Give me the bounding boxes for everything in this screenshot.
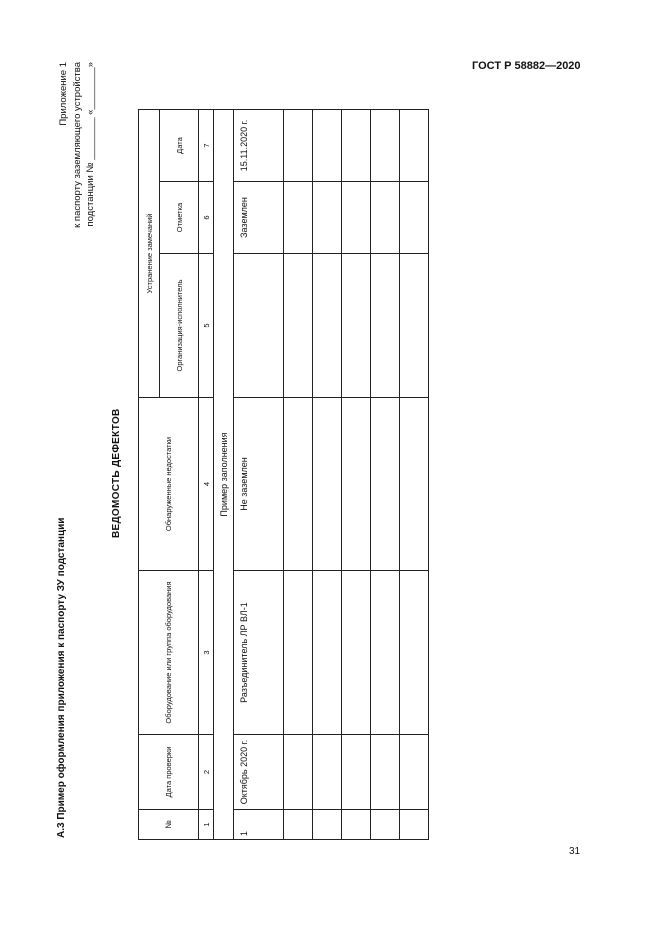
column-number-5: 5 xyxy=(199,254,214,398)
row1-defect: Не заземлен xyxy=(234,398,284,571)
row1-number: 1 xyxy=(234,810,284,840)
document-title: ВЕДОМОСТЬ ДЕФЕКТОВ xyxy=(111,408,122,538)
column-number-1: 1 xyxy=(199,810,214,840)
header-organization: Организация-исполнитель xyxy=(160,254,199,398)
row1-mark: Заземлен xyxy=(234,182,284,254)
header-check-date: Дата проверки xyxy=(139,735,199,810)
appendix-line-2: к паспорту заземляющего устройства xyxy=(71,62,83,228)
empty-row xyxy=(313,110,342,840)
column-number-2: 2 xyxy=(199,735,214,810)
header-defects: Обнаруженные недостатки xyxy=(139,398,199,571)
row1-equipment: Разъединитель ЛР ВЛ-1 xyxy=(234,571,284,735)
empty-row xyxy=(400,110,429,840)
empty-row xyxy=(371,110,400,840)
empty-row xyxy=(284,110,313,840)
header-number: № xyxy=(139,810,199,840)
rotated-page-content xyxy=(56,62,426,838)
column-number-3: 3 xyxy=(199,571,214,735)
header-fix-date: Дата xyxy=(160,110,199,182)
row1-organization xyxy=(234,254,284,398)
row1-fix-date: 15.11.2020 г. xyxy=(234,110,284,182)
header-equipment: Оборудование или группа оборудования xyxy=(139,571,199,735)
header-mark: Отметка xyxy=(160,182,199,254)
header-remediation-group: Устранение замечаний xyxy=(139,110,160,398)
column-number-7: 7 xyxy=(199,110,214,182)
page-number: 31 xyxy=(569,846,581,857)
empty-row xyxy=(342,110,371,840)
example-label: Пример заполнения xyxy=(214,110,234,840)
defects-table xyxy=(138,109,429,840)
column-number-6: 6 xyxy=(199,182,214,254)
appendix-line-3: подстанции № ________ «________» xyxy=(85,62,96,227)
row1-check-date: Октябрь 2020 г. xyxy=(234,735,284,810)
section-title: А.3 Пример оформления приложения к паспорту ЗУ подстанции xyxy=(56,517,67,838)
column-number-4: 4 xyxy=(199,398,214,571)
appendix-note xyxy=(57,62,98,322)
standard-number: ГОСТ Р 58882—2020 xyxy=(472,60,581,72)
appendix-line-1: Приложение 1 xyxy=(58,62,69,126)
